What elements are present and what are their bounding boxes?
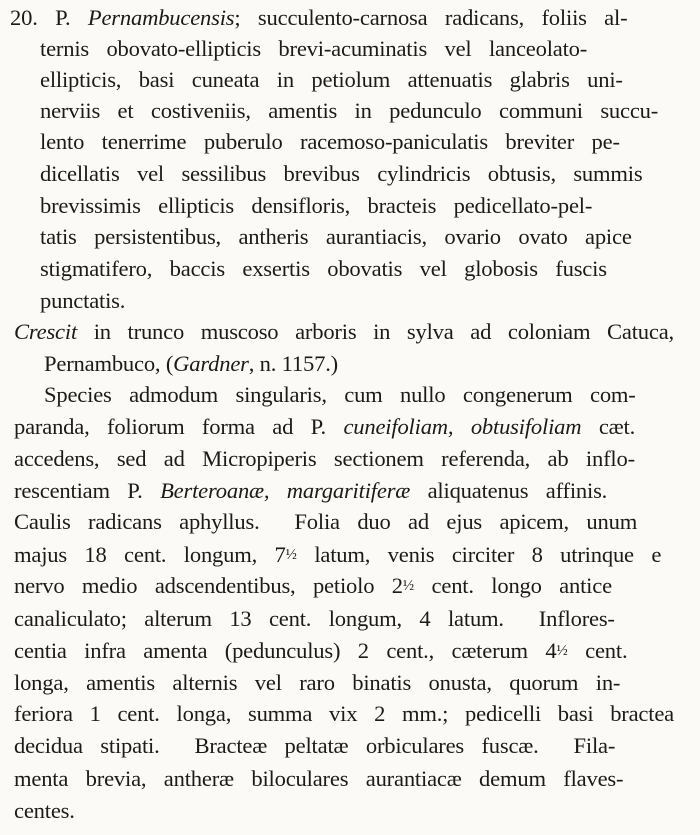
text-line	[40, 128, 620, 156]
text-line	[14, 605, 615, 633]
text-line	[14, 669, 620, 697]
text-run: nerviis et costiveniis, amentis in pedunculo communi succu-	[40, 98, 659, 123]
text-line	[44, 381, 636, 409]
text-line	[14, 732, 615, 760]
text-run: nervo medio adscendentibus, petiolo 2	[14, 573, 403, 598]
text-run: Species admodum singularis, cum nullo congenerum com-	[44, 382, 636, 407]
text-run: in trunco muscoso arboris in sylva ad coloniam Catuca,	[77, 319, 674, 344]
text-line	[40, 160, 642, 188]
text-line	[10, 4, 627, 32]
text-run: centia infra amenta (pedunculus) 2 cent., cæterum 4	[14, 638, 557, 663]
text-run: ; succulento-carnosa radicans, foliis al-	[234, 5, 628, 30]
text-line	[14, 318, 674, 346]
text-line	[14, 508, 637, 536]
text-line	[40, 255, 607, 283]
text-line	[14, 413, 635, 441]
text-run: dicellatis vel sessilibus brevibus cylindricis obtusis, summis	[40, 161, 643, 186]
text-run: ternis obovato-ellipticis brevi-acuminatis vel lanceolato-	[40, 36, 588, 61]
fraction: ½	[556, 643, 568, 659]
italic-text: Pernambucensis	[87, 5, 235, 30]
text-run: centes.	[14, 798, 75, 823]
text-line	[40, 97, 658, 125]
text-run: rescentiam P.	[14, 478, 161, 503]
text-line	[40, 35, 587, 63]
italic-text: cuneifoliam, obtusifoliam	[343, 414, 582, 439]
text-line	[14, 637, 627, 668]
text-line	[40, 287, 125, 315]
text-run: tatis persistentibus, antheris aurantiacis, ovario ovato apice	[40, 224, 632, 249]
text-run: punctatis.	[40, 288, 126, 313]
text-run: cent.	[567, 638, 628, 663]
text-run: paranda, foliorum forma ad P.	[14, 414, 344, 439]
text-line	[44, 350, 338, 378]
text-line	[14, 765, 623, 793]
text-line	[14, 541, 661, 572]
text-run: stigmatifero, baccis exsertis obovatis vel globosis fuscis	[40, 256, 607, 281]
text-run: majus 18 cent. longum, 7	[14, 542, 286, 567]
text-line	[14, 477, 607, 505]
text-run: menta brevia, antheræ biloculares aurantiacæ demum flaves-	[14, 766, 624, 791]
fraction: ½	[285, 547, 297, 563]
italic-text: Gardner	[173, 351, 249, 376]
text-run: canaliculato; alterum 13 cent. longum, 4 latum. Inflores-	[14, 606, 615, 631]
text-run: 20. P.	[10, 5, 88, 30]
text-run: lento tenerrime puberulo racemoso-paniculatis breviter pe-	[40, 129, 620, 154]
text-run: aliquatenus affinis.	[410, 478, 608, 503]
italic-text: Crescit	[14, 319, 78, 344]
text-run: latum, venis circiter 8 utrinque e	[296, 542, 662, 567]
italic-text: Berteroanæ, margaritiferæ	[160, 478, 411, 503]
text-line	[14, 445, 635, 473]
text-run: feriora 1 cent. longa, summa vix 2 mm.; pedicelli basi bractea	[14, 701, 674, 726]
text-run: decidua stipati. Bracteæ peltatæ orbiculares fuscæ. Fila-	[14, 733, 616, 758]
text-run: longa, amentis alternis vel raro binatis onusta, quorum in-	[14, 670, 621, 695]
text-line	[40, 223, 632, 251]
text-line	[14, 572, 612, 603]
text-line	[14, 797, 75, 825]
text-run: Pernambuco, (	[44, 351, 174, 376]
text-run: , n. 1157.)	[248, 351, 338, 376]
text-run: cent. longo antice	[414, 573, 612, 598]
text-run: brevissimis ellipticis densifloris, bracteis pedicellato-pel-	[40, 193, 593, 218]
text-line	[40, 192, 592, 220]
text-run: cæt.	[581, 414, 636, 439]
text-run: ellipticis, basi cuneata in petiolum attenuatis glabris uni-	[40, 67, 623, 92]
fraction: ½	[402, 578, 415, 594]
text-run: Caulis radicans aphyllus. Folia duo ad ejus apicem, unum	[14, 509, 638, 534]
text-line	[14, 700, 674, 728]
text-line	[40, 66, 623, 94]
text-run: accedens, sed ad Micropiperis sectionem referenda, ab inflo-	[14, 446, 635, 471]
